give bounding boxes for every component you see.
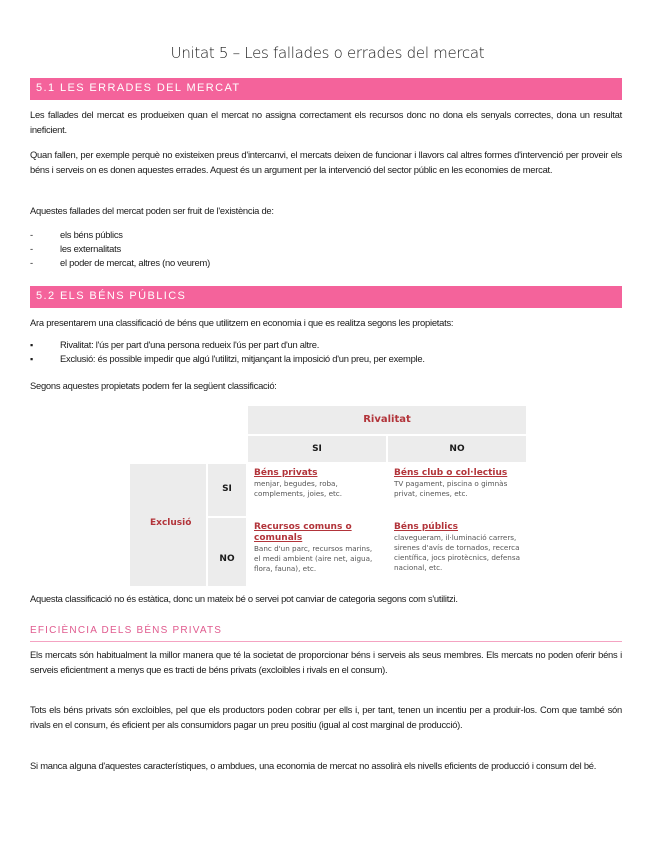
fallades-list: [30, 228, 622, 270]
paragraph: Aquesta classificació no és estàtica, donc un mateix bé o servei pot canviar de categoria segons com s'utilitzi.: [30, 593, 458, 604]
page-title: Unitat 5 – Les fallades o errades del mercat: [170, 44, 485, 62]
section-heading-errades: 5.1 LES ERRADES DEL MERCAT: [30, 78, 622, 100]
list-item: ▪ Exclusió: és possible impedir que algú l'utilitzi, mitjançant la imposició d'un preu, per exemple.: [30, 352, 622, 366]
list-item: ▪ Rivalitat: l'ús per part d'una persona redueix l'ús per part d'un altre.: [30, 338, 622, 352]
cell-desc: TV pagament, piscina o gimnàs privat, cinemes, etc.: [394, 479, 508, 498]
paragraph: Ara presentarem una classificació de béns que utilitzem en economia i que es realitza segons les propietats:: [30, 317, 454, 328]
table-cell-bens-club: [388, 464, 526, 516]
exclusion-header: Exclusió: [130, 464, 206, 586]
cell-desc: Banc d'un parc, recursos marins, el medi ambient (aire net, aigua, flora, fauna), etc.: [254, 544, 373, 573]
classification-table: [130, 406, 526, 586]
section-heading-bens-publics: 5.2 ELS BÉNS PÚBLICS: [30, 286, 622, 308]
table-corner: [130, 406, 246, 462]
cell-desc: clavegueram, il·luminació carrers, sirenes d'avís de tornados, recerca científica, jocs pirotècnics, defensa nacional, etc.: [394, 533, 520, 572]
row-header-no: NO: [208, 518, 246, 586]
cell-title: Béns privats: [254, 468, 318, 478]
list-item: - el poder de mercat, altres (no veurem): [30, 256, 622, 270]
properties-list: [30, 338, 622, 366]
paragraph: Aquestes fallades del mercat poden ser fruit de l'existència de:: [30, 205, 274, 216]
cell-title: Béns club o col·lectius: [394, 468, 508, 478]
subsection-heading-eficiencia: EFICIÈNCIA DELS BÉNS PRIVATS: [30, 625, 223, 636]
paragraph: Quan fallen, per exemple perquè no existeixen preus d'intercanvi, el mercats deixen de funcionar i llavors cal altres formes d'intervenció per proveir els béns i serveis on es donen aquestes errades. Aquest és un argument per la intervenció del sector públic en les economies de mercat.: [30, 149, 622, 175]
row-header-si: SI: [208, 464, 246, 516]
paragraph: Tots els béns privats són excloibles, pel que els productors poden cobrar per ells i, per tant, tenen un incentiu per a produir-los. Com que també són rivals en el consum, és eficient per als consumidors pagar un preu positiu (igual al cost marginal de producció).: [30, 704, 622, 730]
paragraph: Segons aquestes propietats podem fer la següent classificació:: [30, 380, 277, 391]
paragraph: Les fallades del mercat es produeixen quan el mercat no assigna correctament els recursos donc no dona els senyals correctes, dona un resultat ineficient.: [30, 109, 622, 135]
cell-desc: menjar, begudes, roba, complements, joies, etc.: [254, 479, 343, 498]
rivalry-header: Rivalitat: [248, 406, 526, 434]
paragraph: Si manca alguna d'aquestes característiques, o ambdues, una economia de mercat no assolirà els nivells eficients de producció i consum del bé.: [30, 760, 597, 771]
table-cell-bens-publics: [388, 518, 526, 586]
cell-title: Recursos comuns o comunals: [254, 522, 352, 543]
col-header-si: SI: [248, 436, 386, 462]
list-item: - les externalitats: [30, 242, 622, 256]
table-cell-recursos-comuns: [248, 518, 386, 586]
col-header-no: NO: [388, 436, 526, 462]
divider: [30, 641, 622, 642]
paragraph: Els mercats són habitualment la millor manera que té la societat de proporcionar béns i serveis als seus membres. Els mercats no poden oferir béns i serveis eficientment a menys que es tracti de béns privats (excloibles i rivals en el consum).: [30, 649, 622, 675]
table-cell-bens-privats: [248, 464, 386, 516]
list-item: - els béns públics: [30, 228, 622, 242]
cell-title: Béns públics: [394, 522, 459, 532]
